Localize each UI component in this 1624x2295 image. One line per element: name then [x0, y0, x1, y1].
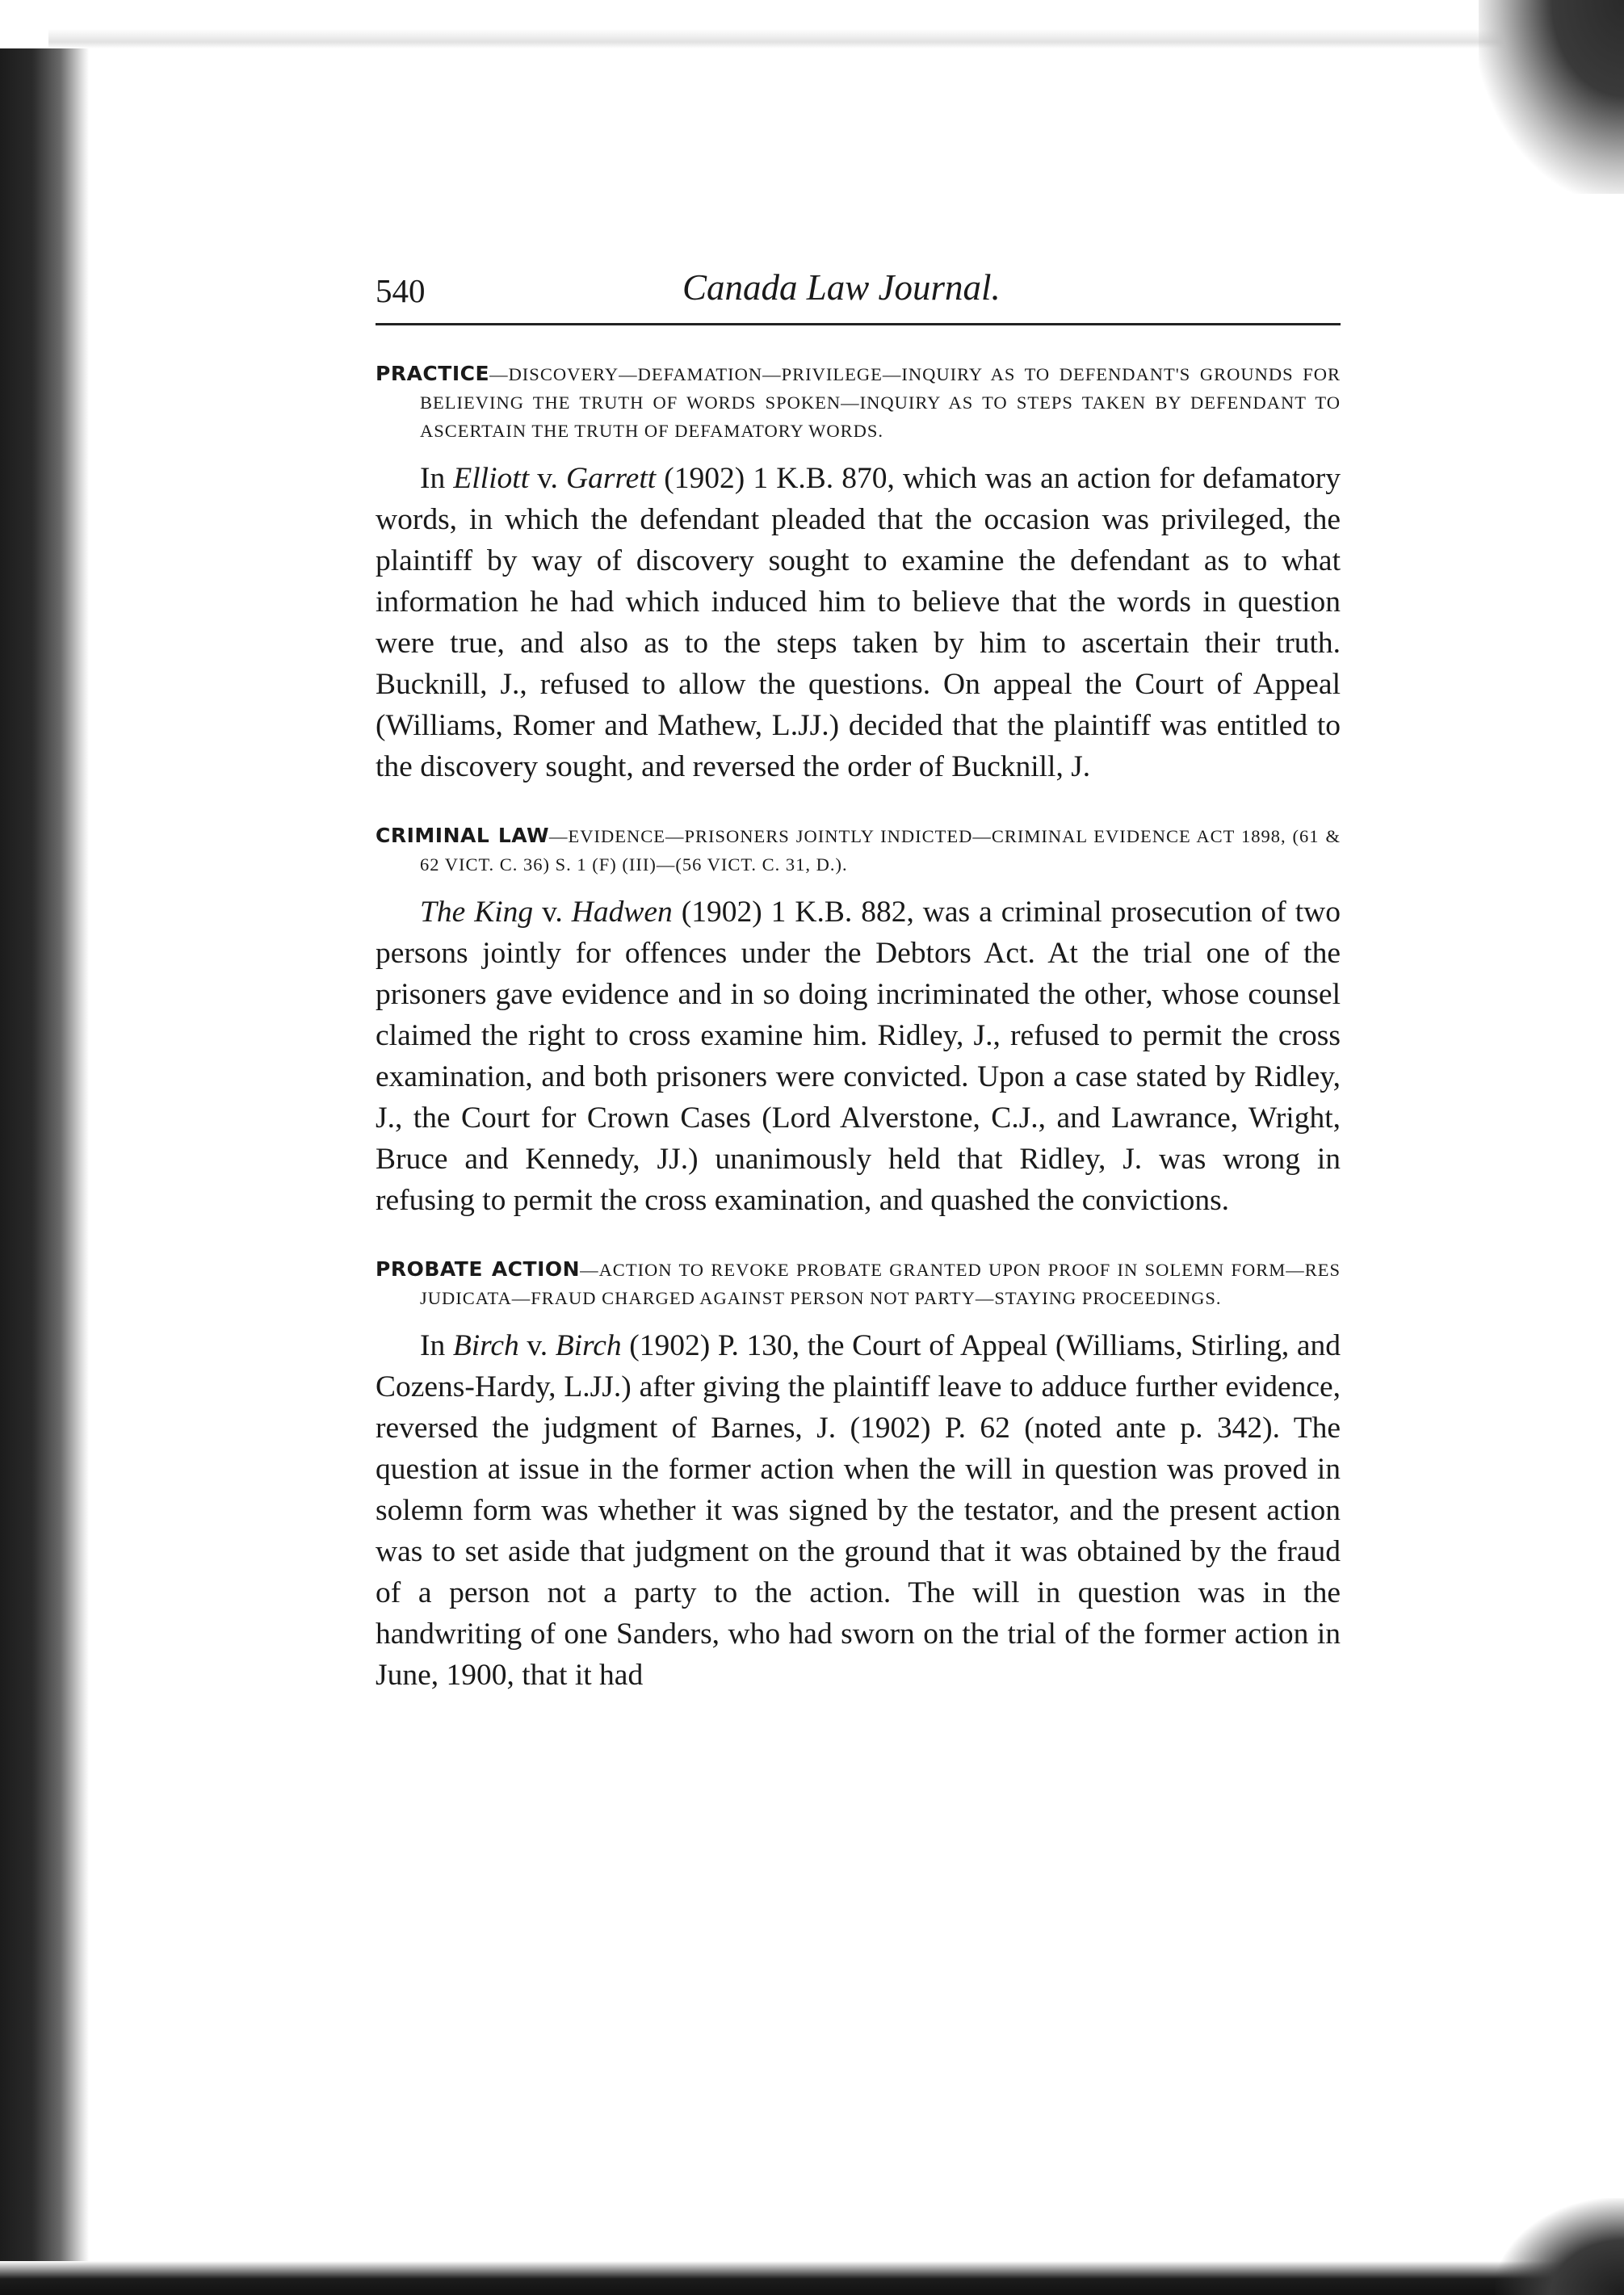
scan-top-edge	[48, 0, 1624, 48]
section-topic: CRIMINAL LAW	[376, 824, 550, 847]
body-text: (1902) P. 130, the Court of Appeal (Williams, Stirling, and Cozens-Hardy, L.JJ.) after giving the plaintiff leave to adduce further evidence, reversed the judgment of Barnes, J. (1902) P. 62 (noted ante p. 342). The question at issue in the former action when the will in question was proved in solemn form was whether it was signed by the testator, and the present action was to set aside that judgment on the ground that it was obtained by the fraud of a person not a party to the action. The will in question was in the handwriting of one Sanders, who had sworn on the trial of the former action in June, 1900, that it had	[376, 1329, 1341, 1692]
section-body	[376, 1325, 1341, 1696]
section-criminal-law	[376, 821, 1341, 1221]
section-topic: PRACTICE	[376, 362, 490, 385]
section-topic: PROBATE ACTION	[376, 1257, 581, 1281]
case-name-plaintiff: Birch	[452, 1329, 519, 1362]
scan-bottom-edge	[0, 2261, 1624, 2295]
running-head	[376, 266, 1341, 325]
body-text: (1902) 1 K.B. 870, which was an action for defamatory words, in which the defendant pleaded that the occasion was privileged, the plaintiff by way of discovery sought to examine the defendant as to what information he had which induced him to believe that the words in question were true, and also as to the steps taken by him to ascertain their truth. Bucknill, J., refused to allow the questions. On appeal the Court of Appeal (Williams, Romer and Mathew, L.JJ.) decided that the plaintiff was entitled to the discovery sought, and reversed the order of Bucknill, J.	[376, 462, 1341, 783]
journal-page	[376, 266, 1341, 2245]
scan-corner-shadow-bottom-right	[1495, 2198, 1624, 2295]
case-intro: In	[420, 462, 454, 495]
case-name-defendant: Hadwen	[571, 896, 673, 929]
headnote-text: —ACTION TO REVOKE PROBATE GRANTED UPON PROOF IN SOLEMN FORM—RES JUDICATA—FRAUD CHARGED AGAINST PERSON NOT PARTY—STAYING PROCEEDINGS.	[420, 1260, 1341, 1308]
case-versus: v.	[518, 1329, 556, 1362]
section-headnote	[376, 359, 1341, 445]
case-versus: v.	[533, 896, 572, 929]
body-text: (1902) 1 K.B. 882, was a criminal prosecution of two persons jointly for offences under the Debtors Act. At the trial one of the prisoners gave evidence and in so doing incriminated the other, whose counsel claimed the right to cross examine him. Ridley, J., refused to permit the cross examination, and both prisoners were convicted. Upon a case stated by Ridley, J., the Court for Crown Cases (Lord Alverstone, C.J., and Lawrance, Wright, Bruce and Kennedy, JJ.) unanimously held that Ridley, J. was wrong in refusing to permit the cross examination, and quashed the convictions.	[376, 896, 1341, 1217]
scan-corner-shadow-top-right	[1479, 0, 1624, 194]
section-probate-action	[376, 1255, 1341, 1696]
scan-left-edge	[0, 48, 89, 2295]
case-intro: In	[420, 1329, 453, 1362]
section-headnote	[376, 1255, 1341, 1312]
section-body	[376, 892, 1341, 1221]
section-body	[376, 458, 1341, 787]
section-practice	[376, 359, 1341, 787]
case-name-plaintiff: The King	[420, 896, 534, 929]
case-name-plaintiff: Elliott	[453, 462, 530, 495]
case-versus: v.	[529, 462, 567, 495]
case-name-defendant: Birch	[555, 1329, 622, 1362]
case-name-defendant: Garrett	[566, 462, 657, 495]
headnote-text: —DISCOVERY—DEFAMATION—PRIVILEGE—INQUIRY AS TO DEFENDANT'S GROUNDS FOR BELIEVING THE TRUTH OF WORDS SPOKEN—INQUIRY AS TO STEPS TAKEN BY DEFENDANT TO ASCERTAIN THE TRUTH OF DEFAMATORY WORDS.	[420, 364, 1341, 441]
page-number: 540	[376, 272, 426, 309]
headnote-text: —EVIDENCE—PRISONERS JOINTLY INDICTED—CRIMINAL EVIDENCE ACT 1898, (61 & 62 VICT. C. 36) S. 1 (F) (III)—(56 VICT. C. 31, D.).	[420, 826, 1341, 875]
section-headnote	[376, 821, 1341, 879]
journal-title: Canada Law Journal.	[682, 267, 1001, 308]
